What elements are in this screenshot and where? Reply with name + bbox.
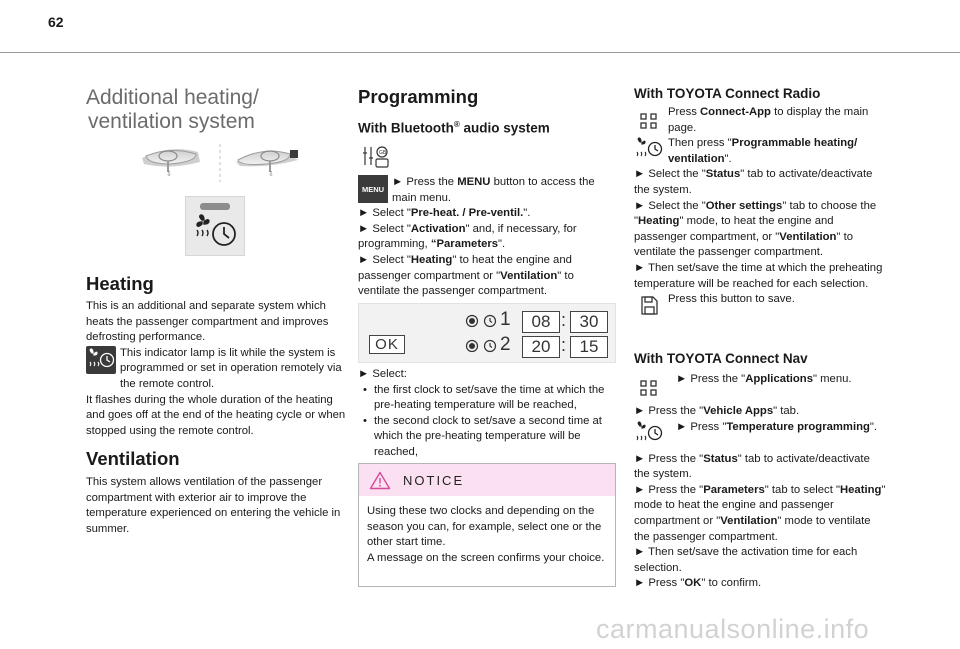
notice-header [359,464,615,496]
svg-text:⇩: ⇩ [166,170,172,178]
heating-para2: It flashes during the whole duration of the heating and goes off at the end of the heating cycle or when stopped using the remote control. [86,393,346,437]
radio-heading: With TOYOTA Connect Radio [634,86,821,101]
indicator-slot [200,203,230,210]
nav-step-parameters: ► Press the "Parameters" tab to select "Heating" mode to heat the engine and passenger compartment or "Ventilation" mode to ventilate the passenger compartment. [634,483,886,543]
notice-line1: Using these two clocks and depending on the season you can, for example, select one or the other start time. [367,505,602,549]
steering-wheel-icon [140,140,300,186]
radio-step-status: ► Select the "Status" tab to activate/deactivate the system. [634,168,873,196]
nav-section [634,351,886,366]
radio-step-set-time: ► Then set/save the time at which the preheating temperature will be reached for each selection. [634,261,883,290]
notice-box [358,463,616,587]
nav-step-ok: ► Press "OK" to confirm. [634,577,762,590]
bullet-second-clock: the second clock to set/save a second time at which the pre-heating temperature will be reached, [374,414,602,458]
heating-para1: This is an additional and separate system which heats the passenger compartment and improves defrosting performance. [86,300,329,344]
radio-step-programmable: Then press "Programmable heating/ ventilation". [668,137,858,165]
radio-steps [634,105,886,318]
chapter-title-line2: ventilation system [88,110,255,133]
ok-button[interactable]: OK [369,335,405,354]
radio-selected-icon[interactable] [465,339,479,353]
svg-text:⇩: ⇩ [268,170,274,178]
nav-step-vehicle-apps: ► Press the "Vehicle Apps" tab. [634,405,800,417]
bullet-item: • the second clock to set/save a second time at which the pre-heating temperature will be reached, [358,414,616,461]
steering-wheel-illustration [140,140,300,186]
indicator-lamp-icon [86,346,116,374]
fan-heat-clock-icon [634,136,664,162]
fan-heat-clock-icon [194,214,238,250]
programming-section [358,86,616,108]
clock-select-list [358,367,616,461]
bullet-first-clock: the first clock to set/save the time at which the pre-heating temperature will be reached, [374,383,605,412]
step-preheat: ► Select "Pre-heat. / Pre-ventil.". [358,207,531,220]
bluetooth-heading [358,120,616,136]
steering-controls-icon [362,145,392,169]
bluetooth-steps [358,175,616,300]
notice-title: NOTICE [403,472,465,488]
fan-heat-clock-icon [634,420,664,446]
radio-step-other-settings: ► Select the "Other settings" tab to choose the "Heating" mode, to heat the engine and passenger compartment, or "Ventilation" to ventilate the passenger compartment. [634,199,877,259]
indicator-panel [185,196,245,256]
clock-panel [358,303,616,363]
nav-heading: With TOYOTA Connect Nav [634,351,808,366]
ventilation-para: This system allows ventilation of the passenger compartment with exterior air to improve the temperature experienced on entering the vehicle in summer. [86,476,341,535]
clock-2-separator: : [561,335,567,355]
heating-heading: Heating [86,273,154,294]
nav-step-temperature: ► Press "Temperature programming". [676,420,878,433]
chapter-title [86,86,348,134]
clock-icon [483,314,497,328]
clock-1-separator: : [561,310,567,330]
menu-button-icon: MENU [358,175,388,203]
warning-triangle-icon [369,471,391,490]
watermark: carmanualsonline.info [596,614,870,644]
heating-section [86,273,348,439]
apps-grid-icon [634,372,664,402]
radio-selected-icon[interactable] [465,314,479,328]
radio-section [634,86,886,101]
nav-step-status: ► Press the "Status" tab to activate/deactivate the system. [634,452,870,481]
radio-step-connect-app: Press Connect-App to display the main page. [668,106,869,134]
clock-2-minutes[interactable]: 15 [570,336,608,358]
ventilation-heading: Ventilation [86,448,180,469]
chapter-title-line1: Additional heating/ [86,86,259,109]
notice-body [359,496,615,566]
step-activation: ► Select "Activation" and, if necessary, for programming, “Parameters". [358,222,577,251]
svg-text:GB: GB [379,150,387,156]
select-label: ► Select: [358,368,407,380]
notice-line2: A message on the screen confirms your choice. [367,551,605,564]
step-menu: ► Press the MENU button to access the main menu. [392,176,595,204]
ventilation-section [86,448,348,537]
nav-step-activation-time: ► Then set/save the activation time for each selection. [634,546,858,574]
bluetooth-heading-post: audio system [459,120,550,136]
bullet-item: • the first clock to set/save the time at which the pre-heating temperature will be reached, [358,383,616,414]
heating-indicator-text: This indicator lamp is lit while the system is programmed or set in operation remotely via the remote control. [120,346,342,390]
bluetooth-heading-reg: ® [453,120,460,129]
bluetooth-heading-pre: With Bluetooth [358,120,454,136]
nav-steps [634,372,886,592]
step-heating-mode: ► Select "Heating" to heat the engine and passenger compartment or "Ventilation" to ventilate the passenger compartment. [358,253,574,298]
radio-step-save: Press this button to save. [668,293,795,306]
page-number: 62 [48,14,64,30]
clock-2-hours[interactable]: 20 [522,336,560,358]
clock-1-index: 1 [500,309,511,330]
save-icon [634,292,664,318]
clock-icon [483,339,497,353]
programming-heading: Programming [358,86,479,107]
nav-step-applications: ► Press the "Applications" menu. [676,373,852,385]
clock-1-hours[interactable]: 08 [522,311,560,333]
clock-1-minutes[interactable]: 30 [570,311,608,333]
clock-2-index: 2 [500,334,511,355]
header-divider [0,52,960,53]
apps-grid-icon [634,105,664,135]
